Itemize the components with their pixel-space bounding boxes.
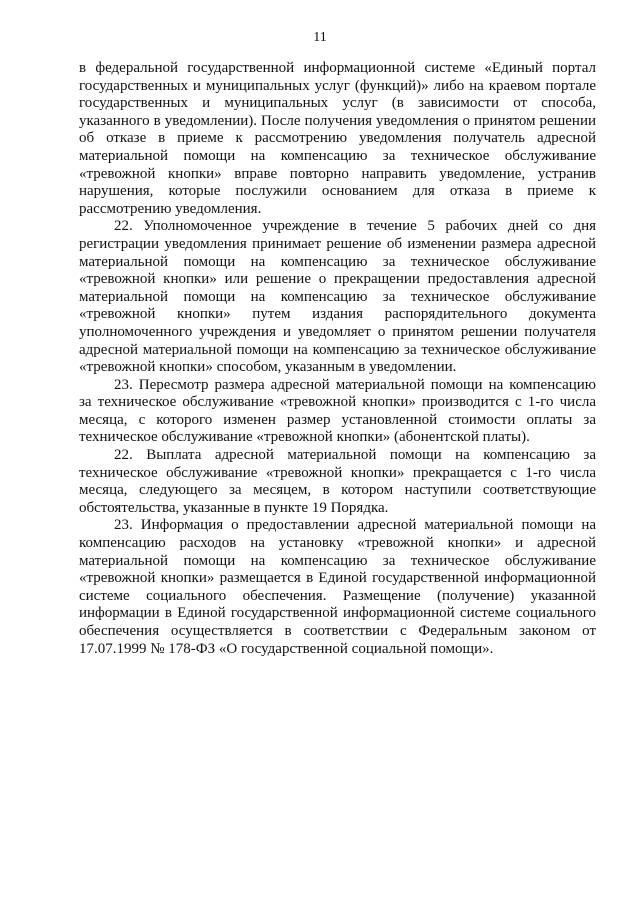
paragraph-item-23-information: 23. Информация о предоставлении адресной материальной помощи на компенсацию расходов на установку «тревожной кнопки» и адресной материальной помощи на компенсацию за техническое обслуживание «тревожной кнопки» размещается в Единой государственной информационной системе социального обеспечения. Размещение (получение) указанной информации в Единой государственной информационной системе социального обеспечения осуществляется в соответствии с Федеральным законом от 17.07.1999 № 178-ФЗ «О государственной социальной помощи». (79, 517, 596, 657)
document-body (79, 60, 596, 658)
paragraph-item-22-decision: 22. Уполномоченное учреждение в течение 5 рабочих дней со дня регистрации уведомления принимает решение об изменении размера адресной материальной помощи на компенсацию за техническое обслуживание «тревожной кнопки» или решение о прекращении предоставления адресной материальной помощи на компенсацию за техническое обслуживание «тревожной кнопки» путем издания распорядительного документа уполномоченного учреждения и уведомляет о принятом решении получателя адресной материальной помощи на компенсацию за техническое обслуживание «тревожной кнопки» способом, указанным в уведомлении. (79, 218, 596, 376)
page-number: 11 (313, 30, 327, 45)
paragraph-continuation: в федеральной государственной информационной системе «Единый портал государственных и муниципальных услуг (функций)» либо на краевом портале государственных и муниципальных услуг (в зависимости от способа, указанного в уведомлении). После получения уведомления о принятом решении об отказе в приеме к рассмотрению уведомления получатель адресной материальной помощи на компенсацию за техническое обслуживание «тревожной кнопки» вправе повторно направить уведомление, устранив нарушения, которые послужили основанием для отказа в приеме к рассмотрению уведомления. (79, 60, 596, 217)
paragraph-item-23-recalculation: 23. Пересмотр размера адресной материальной помощи на компенсацию за техническое обслуживание «тревожной кнопки» производится с 1-го числа месяца, с которого изменен размер установленной стоимости оплаты за техническое обслуживание «тревожной кнопки» (абонентской платы). (79, 376, 596, 446)
paragraph-item-22-termination: 22. Выплата адресной материальной помощи на компенсацию за техническое обслуживание «тревожной кнопки» прекращается с 1-го числа месяца, следующего за месяцем, в котором наступили соответствующие обстоятельства, указанные в пункте 19 Порядка. (79, 447, 596, 516)
